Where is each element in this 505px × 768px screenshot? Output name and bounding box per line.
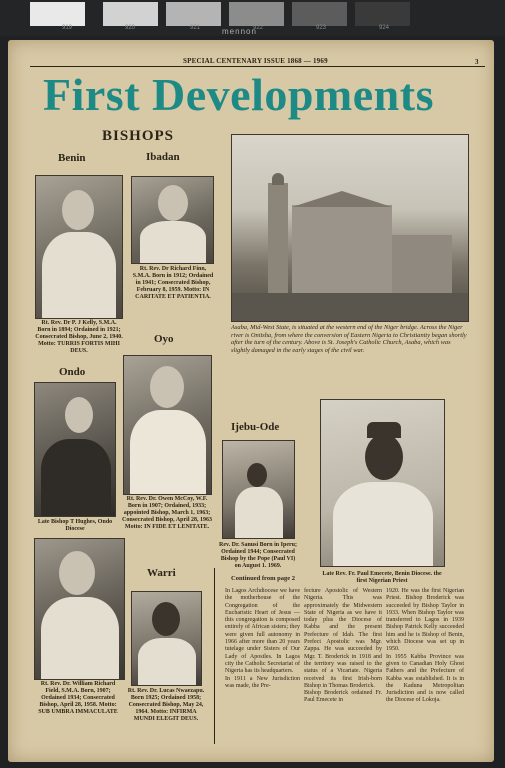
swatch-dark-gray: [292, 2, 347, 26]
article-column-2: fecture Apostolic of Western Nigeria. This was approximately the Midwestern State of Nigeria as we have it today plus the Diocese of Kabba and the present Prefecture of Idah. The first Prefect Apostolic was Mgr. Zappa. He was succeeded by Mgr. T. Broderick in 1918 and the territory was raised to the status of a Vicariate. Nigeria received its first Irish-born Bishop in Thomas Broderick. Bishop Broderick ordained Fr. Paul Emecete in: [304, 588, 382, 704]
swatch-number: 920: [125, 25, 136, 31]
article-column-3: 1920. He was the first Nigerian Priest. Bishop Broderick was succeeded by Bishop Taylor in 1933. When Bishop Taylor was transferred to Lagos in 1939 Bishop Patrick Kelly succeeded him and he is Bishop of Benin, which Diocese was set up in 1950. In 1955 Kabba Province was given to Canadian Holy Ghost Fathers and the Prefecture of Kabba was established. It is in the Kaduna Metropolitan Jurisdiction and is now called the Diocese of Lokoja.: [386, 588, 464, 704]
swatch-white: [30, 2, 85, 26]
portrait-emecete: [320, 399, 445, 567]
page-headline: First Developments: [43, 69, 434, 120]
place-ondo: Ondo: [59, 366, 86, 378]
card-brand: mennon: [222, 27, 257, 36]
swatch-number: 919: [62, 25, 73, 31]
continued-from-label: Continued from page 2: [231, 575, 295, 582]
portrait-nwaezapu: [131, 591, 202, 686]
place-ibadan: Ibadan: [146, 151, 180, 163]
section-title: BISHOPS: [102, 128, 175, 144]
swatch-mid-gray: [229, 2, 284, 26]
caption-finn: Rt. Rev. Dr Richard Finn, S.M.A. Born in 1912; Ordained in 1941; Consecrated Bishop, February 8, 1959. Motto: IN CARITATE ET PATIENTIA.: [132, 266, 214, 300]
place-benin: Benin: [58, 152, 86, 164]
place-warri: Warri: [147, 567, 176, 579]
swatch-gray: [166, 2, 221, 26]
portrait-mccoy: [123, 355, 212, 495]
place-oyo: Oyo: [154, 333, 174, 345]
caption-church: Asaba, Mid-West State, is situated at the western end of the Niger bridge. Across the Niger river is Onitsha, from where the conversion of Eastern Nigeria to Christianity began shortly after the turn of the century. Above is St. Joseph's Catholic Church, Asaba, which was slightly damaged in the early stages of the civil war.: [231, 324, 467, 354]
photo-sanusi: [222, 440, 295, 539]
portrait-hughes: [34, 382, 116, 517]
photo-st-josephs-church: [231, 134, 469, 322]
swatch-darker-gray: [355, 2, 410, 26]
portrait-finn: [131, 176, 214, 264]
caption-sanusi: Rev. Dr. Sanusi Born in Iperu; Ordained 1944; Consecrated Bishop by the Pope (Paul VI) on August 1. 1969.: [219, 542, 297, 569]
portrait-field: [34, 538, 125, 680]
caption-emecete: Late Rev. Fr. Paul Emecete, Benin Diocese. the first Nigerian Priest: [322, 571, 442, 584]
portrait-kelly: [35, 175, 123, 319]
swatch-number: 924: [379, 25, 390, 31]
color-calibration-card: [0, 0, 505, 36]
swatch-number: 923: [316, 25, 327, 31]
column-rule: [214, 568, 215, 744]
swatch-number: 921: [190, 25, 201, 31]
caption-field: Rt. Rev. Dr. William Richard Field, S.M.A. Born, 1907; Ordained 1934; Consecrated Bishop, April 28, 1958. Motto: SUB UMBRA IMMACULATE: [38, 681, 118, 715]
caption-kelly: Rt. Rev. Dr P. J Kelly, S.M.A. Born in 1894; Ordained in 1921; Consecrated Bishop, June 2, 1940. Motto: TURRIS FORTIS MIHI DEUS.: [35, 320, 123, 354]
swatch-light-gray: [103, 2, 158, 26]
issue-line: SPECIAL CENTENARY ISSUE 1868 — 1969: [183, 57, 328, 65]
caption-hughes: Late Bishop T Hughes, Ondo Diocese: [37, 519, 113, 532]
caption-nwaezapu: Rt. Rev. Dr. Lucas Nwaezapu. Born 1925; Ordained 1958; Consecrated Bishop, May 24, 1964. Motto: INFIRMA MUNDI ELEGIT DEUS.: [127, 688, 205, 722]
caption-mccoy: Rt. Rev. Dr. Owen McCoy, W.F. Born in 1907; Ordained, 1933; appointed Bishop, March 1, 1963; Consecrated Bishop, April 28, 1963 Motto: IN FIDE ET LENITATE.: [122, 496, 213, 530]
article-column-1: In Lagos Archdiocese we have the motherhouse of the Congregation of the Eucharistic Heart of Jesus — this congregation is composed entirely of African sisters; they were given full autonomy in 1966 after more than 20 years tutelage under Sisters of Our Lady of Apostles. In Lagos city the Catholic Secretariat of Nigeria has its headquarters. In 1911 a New Jurisdiction was made, the Pre-: [225, 588, 300, 689]
place-ijebu-ode: Ijebu-Ode: [231, 421, 280, 433]
page-number: 3: [475, 58, 479, 66]
swatch-number: 922: [253, 25, 264, 31]
